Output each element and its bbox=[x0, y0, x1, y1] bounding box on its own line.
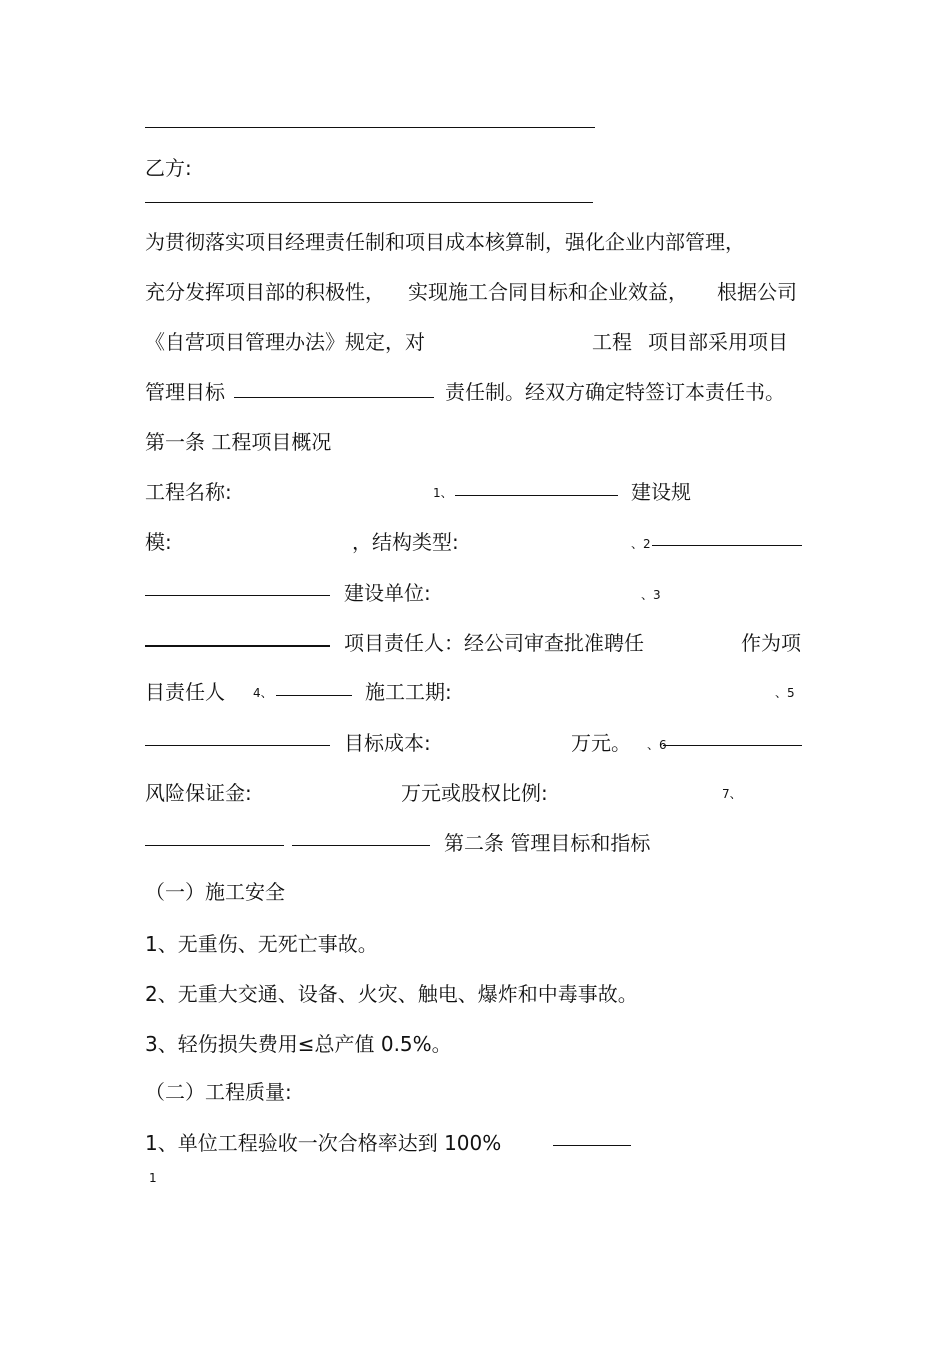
ratio-blank-line bbox=[292, 845, 430, 846]
blank-line bbox=[145, 127, 595, 128]
project-name-blank-line bbox=[455, 495, 618, 496]
intro-line-3b: 工程 bbox=[592, 330, 632, 354]
structure-type-label: ，结构类型: bbox=[352, 530, 459, 554]
target-blank-line bbox=[234, 397, 434, 398]
as-manager-b: 目责任人 bbox=[145, 680, 225, 704]
deposit-label: 风险保证金: bbox=[145, 781, 252, 805]
item-number-4: 4、 bbox=[253, 686, 273, 700]
intro-line-4b: 责任制。经双方确定特签订本责任书。 bbox=[445, 380, 785, 404]
article-2-title: 第二条 管理目标和指标 bbox=[444, 831, 651, 855]
scale-label-b: 模: bbox=[145, 530, 172, 554]
period-label: 施工工期: bbox=[365, 680, 452, 704]
builder-blank-line bbox=[145, 645, 330, 647]
safety-item-1: 1、无重伤、无死亡事故。 bbox=[145, 932, 378, 956]
party-b-label: 乙方: bbox=[145, 156, 192, 180]
manager-blank-line bbox=[276, 695, 352, 696]
target-cost-label: 目标成本: bbox=[344, 731, 431, 755]
scale-label-a: 建设规 bbox=[631, 480, 691, 504]
intro-line-3c: 项目部采用项目 bbox=[648, 330, 788, 354]
item-number-7: 7、 bbox=[722, 787, 742, 801]
manager-label: 项目责任人：经公司审查批准聘任 bbox=[344, 631, 644, 655]
party-b-blank-line bbox=[145, 202, 593, 203]
article-1-title: 第一条 工程项目概况 bbox=[145, 430, 332, 454]
intro-line-2b: 实现施工合同目标和企业效益， bbox=[408, 280, 688, 304]
deposit-blank-line bbox=[145, 845, 284, 846]
as-manager-a: 作为项 bbox=[741, 631, 801, 655]
structure-blank-line-2 bbox=[145, 595, 330, 596]
cost-blank-line bbox=[663, 745, 802, 746]
safety-heading: （一）施工安全 bbox=[145, 880, 285, 904]
deposit-unit: 万元或股权比例: bbox=[401, 781, 548, 805]
intro-line-2c: 根据公司 bbox=[717, 280, 797, 304]
intro-line-3a: 《自营项目管理办法》规定，对 bbox=[145, 330, 425, 354]
intro-line-2a: 充分发挥项目部的积极性， bbox=[145, 280, 385, 304]
page-number: 1 bbox=[149, 1171, 157, 1185]
item-number-2: 、2 bbox=[631, 537, 651, 551]
item-number-6: 、6 bbox=[647, 738, 667, 752]
intro-line-1: 为贯彻落实项目经理责任制和项目成本核算制，强化企业内部管理， bbox=[145, 230, 745, 254]
item-number-3: 、3 bbox=[641, 588, 661, 602]
quality-blank-line bbox=[553, 1145, 631, 1146]
intro-line-4a: 管理目标 bbox=[145, 380, 225, 404]
project-name-label: 工程名称: bbox=[145, 480, 232, 504]
item-number-1: 1、 bbox=[433, 486, 453, 500]
safety-item-3: 3、轻伤损失费用≤总产值 0.5%。 bbox=[145, 1032, 452, 1056]
builder-label: 建设单位: bbox=[344, 581, 431, 605]
quality-heading: （二）工程质量: bbox=[145, 1080, 292, 1104]
safety-item-2: 2、无重大交通、设备、火灾、触电、爆炸和中毒事故。 bbox=[145, 982, 638, 1006]
structure-blank-line bbox=[652, 545, 802, 546]
quality-item-1: 1、单位工程验收一次合格率达到 100% bbox=[145, 1131, 502, 1155]
period-blank-line bbox=[145, 745, 330, 746]
item-number-5: 、5 bbox=[775, 686, 795, 700]
target-cost-unit: 万元。 bbox=[571, 731, 631, 755]
